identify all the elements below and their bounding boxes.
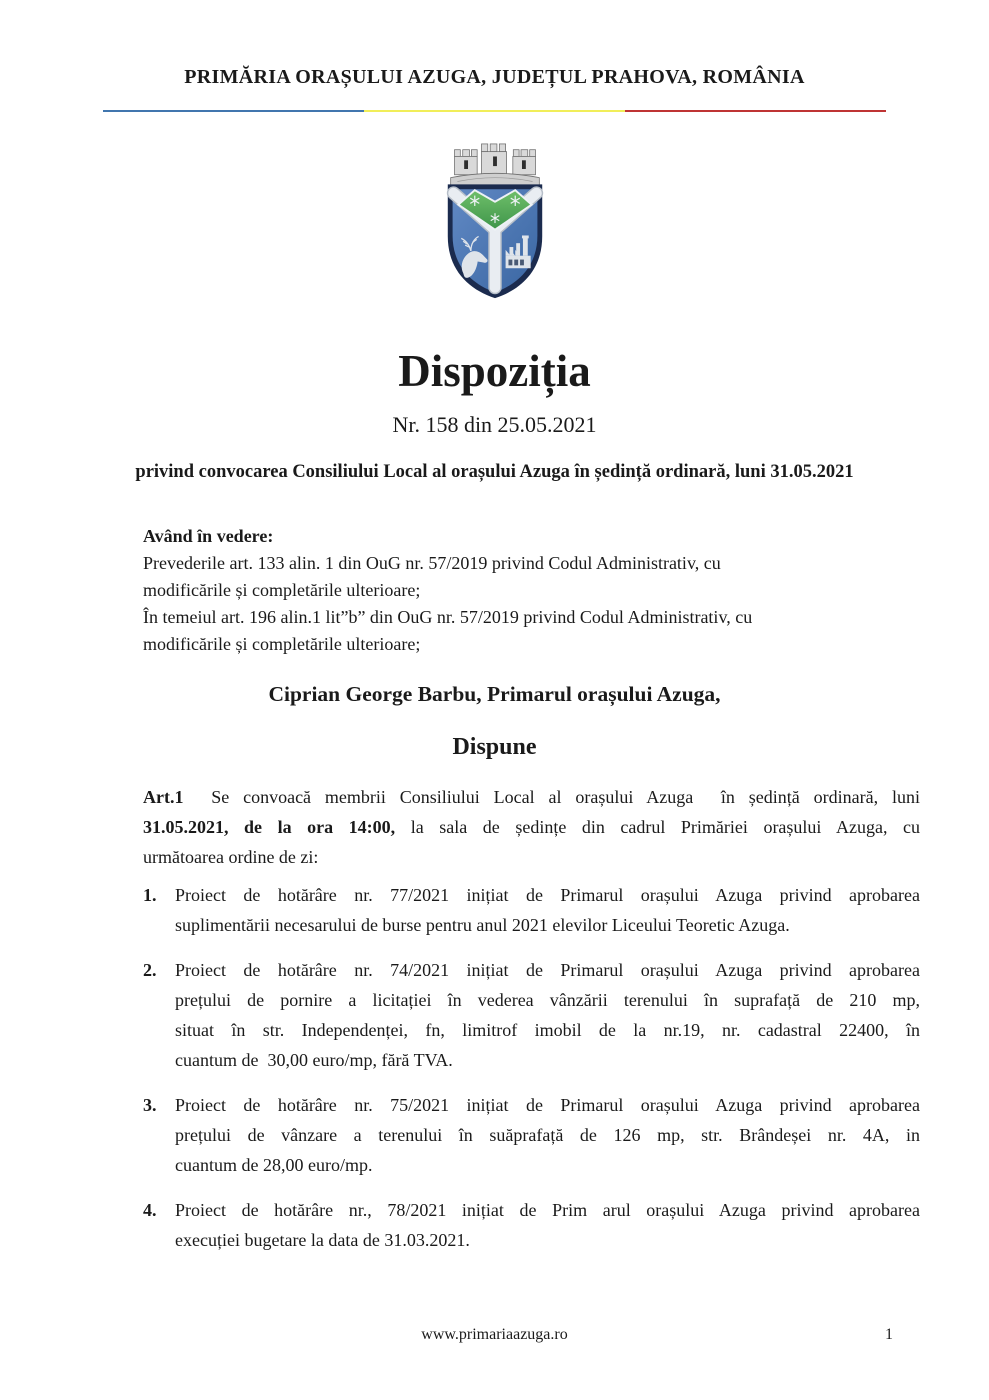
agenda-item-text <box>175 955 920 1075</box>
article-1-line <box>143 842 920 872</box>
agenda-item <box>143 1195 920 1255</box>
agenda-item-line: Proiect de hotărâre nr. 77/2021 inițiat de Primarul orașului Azuga privind aprobarea <box>175 885 920 905</box>
agenda-item <box>143 955 920 1075</box>
bold-text-run: Art.1 <box>143 787 184 807</box>
agenda-item <box>143 880 920 940</box>
article-1-paragraph <box>143 782 920 872</box>
agenda-item-line: cuantum de 28,00 euro/mp. <box>175 1155 373 1175</box>
agenda-item-line: execuției bugetare la data de 31.03.2021. <box>175 1230 470 1250</box>
document-title: Dispoziția <box>398 346 591 396</box>
flag-blue-segment <box>103 110 364 112</box>
preamble-line: modificările și completările ulterioare; <box>143 580 421 600</box>
text-run: Se convoacă membrii Consiliului Local al orașului Azuga în ședință ordinară, luni <box>183 787 920 807</box>
page-footer <box>0 1326 989 1348</box>
agenda-item-number: 2. <box>143 960 157 980</box>
issuer-line: Ciprian George Barbu, Primarul orașului Azuga, <box>268 682 721 706</box>
preamble-line: modificările și completările ulterioare; <box>143 634 421 654</box>
preamble-lines <box>143 550 920 658</box>
footer-website: www.primariaazuga.ro <box>421 1326 568 1343</box>
agenda-list <box>143 880 920 1255</box>
mural-crown-icon <box>450 144 539 188</box>
agenda-item-text <box>175 1090 920 1180</box>
page-number: 1 <box>885 1326 893 1343</box>
preamble-heading: Având în vedere: <box>143 526 274 546</box>
agenda-item-line: situat în str. Independenței, fn, limitrof imobil de la nr.19, nr. cadastral 22400, în <box>175 1020 920 1040</box>
decree-word: Dispune <box>452 734 537 760</box>
flag-red-segment <box>625 110 886 112</box>
bold-text-run: 31.05.2021, de la ora 14:00, <box>143 817 396 837</box>
coat-of-arms-icon <box>442 142 548 301</box>
agenda-item-number: 4. <box>143 1200 157 1220</box>
agenda-item-line: prețului de pornire a licitației în vederea vânzării terenului în suprafață de 210 mp, <box>175 990 920 1010</box>
azuga-coat-of-arms <box>442 142 548 306</box>
document-subject: privind convocarea Consiliului Local al orașului Azuga în ședință ordinară, luni 31.05.2021 <box>135 462 854 482</box>
preamble-line: Prevederile art. 133 alin. 1 din OuG nr. 57/2019 privind Codul Administrativ, cu <box>143 553 721 573</box>
document-number: Nr. 158 din 25.05.2021 <box>392 412 597 437</box>
agenda-item-line: Proiect de hotărâre nr. 74/2021 inițiat de Primarul orașului Azuga privind aprobarea <box>175 960 920 980</box>
article-1-line <box>143 812 920 842</box>
agenda-item-line: suplimentării necesarului de burse pentru anul 2021 elevilor Liceului Teoretic Azuga. <box>175 915 790 935</box>
agenda-item-line: Proiect de hotărâre nr. 75/2021 inițiat de Primarul orașului Azuga privind aprobarea <box>175 1095 920 1115</box>
agenda-item-number: 3. <box>143 1095 157 1115</box>
romanian-flag-divider <box>103 110 886 112</box>
agenda-item-line: Proiect de hotărâre nr., 78/2021 inițiat de Prim arul orașului Azuga privind aprobarea <box>175 1200 920 1220</box>
preamble-section <box>143 523 920 658</box>
text-run: la sala de ședințe din cadrul Primăriei orașului Azuga, cu <box>395 817 920 837</box>
flag-yellow-segment <box>364 110 625 112</box>
article-1-line <box>143 782 920 812</box>
institution-header: PRIMĂRIA ORAȘULUI AZUGA, JUDEȚUL PRAHOVA, ROMÂNIA <box>184 66 805 88</box>
agenda-item-number: 1. <box>143 885 157 905</box>
agenda-item-text <box>175 1195 920 1255</box>
agenda-item-text <box>175 880 920 940</box>
text-run: următoarea ordine de zi: <box>143 847 319 867</box>
agenda-item-line: prețului de vânzare a terenului în suăprafață de 126 mp, str. Brândeșei nr. 4A, in <box>175 1125 920 1145</box>
preamble-line: În temeiul art. 196 alin.1 lit”b” din OuG nr. 57/2019 privind Codul Administrativ, cu <box>143 607 753 627</box>
agenda-item-line: cuantum de 30,00 euro/mp, fără TVA. <box>175 1050 453 1070</box>
agenda-item <box>143 1090 920 1180</box>
